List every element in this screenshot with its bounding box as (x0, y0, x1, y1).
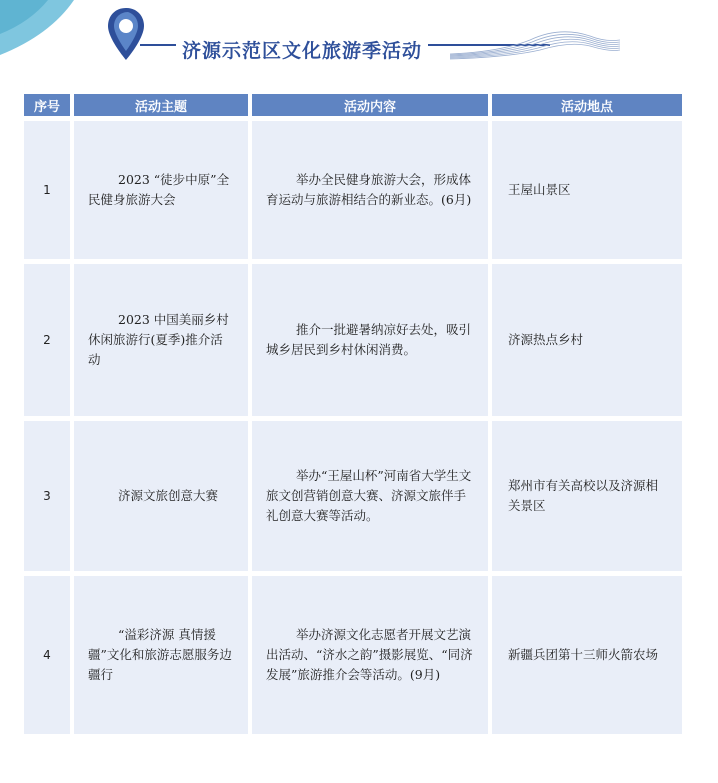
row-number: 3 (24, 421, 70, 571)
page-title: 济源示范区文化旅游季活动 (176, 36, 428, 63)
row-location: 王屋山景区 (492, 121, 682, 259)
section-header (100, 6, 620, 68)
row-number: 4 (24, 576, 70, 734)
column-header-theme: 活动主题 (74, 94, 248, 116)
row-content: 举办济源文化志愿者开展文艺演出活动、“济水之韵”摄影展览、“同济发展”旅游推介会等活动。(9月) (252, 576, 488, 734)
column-header-content: 活动内容 (252, 94, 488, 116)
row-location: 新疆兵团第十三师火箭农场 (492, 576, 682, 734)
row-location: 济源热点乡村 (492, 264, 682, 416)
table-row (24, 576, 682, 734)
activities-table (20, 89, 686, 739)
row-number: 1 (24, 121, 70, 259)
row-theme: 2023 中国美丽乡村休闲旅游行(夏季)推介活动 (74, 264, 248, 416)
row-location: 郑州市有关高校以及济源相关景区 (492, 421, 682, 571)
waves-decoration (450, 24, 620, 60)
row-content: 举办“王屋山杯”河南省大学生文旅文创营销创意大赛、济源文旅伴手礼创意大赛等活动。 (252, 421, 488, 571)
row-content: 推介一批避暑纳凉好去处，吸引城乡居民到乡村休闲消费。 (252, 264, 488, 416)
row-theme: 济源文旅创意大赛 (74, 421, 248, 571)
table-row (24, 121, 682, 259)
table-header-row (24, 94, 682, 116)
row-theme: 2023 “徒步中原”全民健身旅游大会 (74, 121, 248, 259)
location-pin-icon (106, 6, 146, 64)
column-header-number: 序号 (24, 94, 70, 116)
corner-decoration (0, 0, 80, 60)
row-number: 2 (24, 264, 70, 416)
row-content: 举办全民健身旅游大会，形成体育运动与旅游相结合的新业态。(6月) (252, 121, 488, 259)
column-header-location: 活动地点 (492, 94, 682, 116)
table-row (24, 264, 682, 416)
row-theme: “溢彩济源 真情援疆”文化和旅游志愿服务边疆行 (74, 576, 248, 734)
table-row (24, 421, 682, 571)
